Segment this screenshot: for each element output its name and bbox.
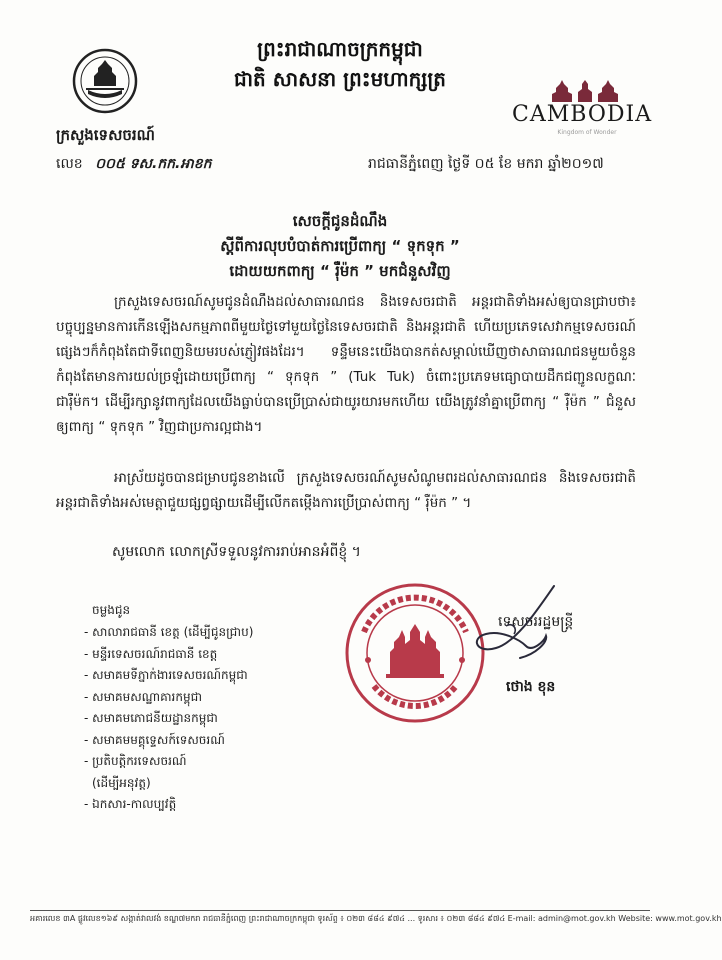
cc-title: ចម្លងជូន	[92, 603, 131, 617]
signer-name: ថោង ខុន	[506, 679, 556, 695]
minister-title: ទេសចររដ្ឋមន្ត្រី	[498, 614, 574, 630]
notice-subject-line1: ស្តីពីការលុបបំបាត់ការប្រើពាក្យ “ ទុកទុក ”	[220, 237, 460, 255]
body-paragraph-1: ក្រសួងទេសចរណ៍សូមជូនដំណឹងដល់សាធារណជន និងទេសចរជាតិ អន្តរជាតិទាំងអស់ឲ្យបានជ្រាបថា៖ បច្ចុប្បន្នមានការកើនឡើងសកម្មភាពពីមួយថ្ងៃទៅមួយថ្ងៃនៃទេសចរជាតិ និងអន្តរជាតិ ហើយប្រភេទសេវាកម្មទេសចរណ៍ផ្សេងៗក៏កំពុងតែជាទីពេញនិយមរបស់ភ្ញៀវផងដែរ។ ទន្ទឹមនេះយើងបានកត់សម្គាល់ឃើញថាសាធារណជនមួយចំនួនកំពុងតែមានការយល់ច្រឡំដោយប្រើពាក្យ “ ទុកទុក ” (Tuk Tuk) ចំពោះប្រភេទមធ្យោបាយដឹកជញ្ជូនលក្ខណៈជារ៉ឺម៉ក។ ដើម្បីរក្សានូវពាក្យដែលយើងធ្លាប់បានប្រើប្រាស់ជាយូរយារមកហើយ យើងត្រូវនាំគ្នាប្រើពាក្យ “ រ៉ឺម៉ក ” ជំនួសឲ្យពាក្យ “ ទុកទុក ” វិញជាប្រការល្អជាង។	[56, 294, 636, 435]
cambodia-brand-logo	[512, 80, 662, 136]
cc-item: - សមាគមសណ្ឋាគារកម្ពុជា	[84, 689, 203, 704]
reference-number	[56, 154, 211, 175]
kingdom-title: ព្រះរាជាណាចក្រកម្ពុជា	[257, 37, 423, 61]
notice-subject-line2: ដោយយកពាក្យ “ រ៉ឺម៉ក ” មកជំនួសវិញ	[229, 262, 451, 280]
closing-line: សូមលោក លោកស្រីទទួលនូវការរាប់អានអំពីខ្ញុំ ។	[112, 544, 361, 560]
body-paragraph-2: អាស្រ័យដូចបានជម្រាបជូនខាងលើ ក្រសួងទេសចរណ៍សូមសំណូមពរដល់សាធារណជន និងទេសចរជាតិ អន្តរជាតិទាំងអស់មេត្តាជួយផ្សព្វផ្សាយដើម្បីលើកតម្កើងការប្រើប្រាស់ពាក្យ “ រ៉ឺម៉ក ” ។	[56, 470, 636, 511]
ministry-name: ក្រសួងទេសចរណ៍	[56, 126, 155, 144]
cc-item: - សមាគមមគ្គុទ្ទេសក៍ទេសចរណ៍	[84, 732, 225, 747]
national-motto: ជាតិ សាសនា ព្រះមហាក្សត្រ	[234, 67, 446, 91]
brand-text: CAMBODIA	[512, 102, 653, 127]
brand-tagline: Kingdom of Wonder	[557, 129, 617, 136]
temple-silhouette-icon	[512, 80, 662, 102]
cc-list	[84, 622, 253, 816]
cc-item: - ប្រតិបត្តិករទេសចរណ៍	[84, 754, 187, 768]
cc-item: - សាលារាជធានី ខេត្ត (ដើម្បីជូនជ្រាប)	[84, 625, 254, 639]
reference-value: ០០៥ ទស.កក.អាខក	[95, 156, 212, 172]
cc-item: - ឯកសារ-កាលប្បវត្តិ	[84, 797, 177, 811]
footer-contact: អគារលេខ ៣A ផ្លូវលេខ១៦៩ សង្កាត់វាលវង់ ខណ្ឌ៧មករា រាជធានីភ្នំពេញ ព្រះរាជាណាចក្រកម្ពុជា ទូរស័ព្ទ ៖ ០២៣ ៨៨៤ ៩៧៤ ... ទូរសារ ៖ ០២៣ ៨៨៤ ៩៧៤ E-mail: admin@mot.gov.kh Website: www.mot.gov.kh	[30, 914, 722, 923]
minister-signature-icon	[436, 582, 576, 674]
footer-divider	[30, 910, 650, 911]
notice-title: សេចក្តីជូនដំណឹង	[292, 212, 388, 230]
letter-date: រាជធានីភ្នំពេញ ថ្ងៃទី ០៥ ខែ មករា ឆ្នាំ២០១៧	[368, 156, 604, 172]
cc-item: - សមាគមភោជនីយដ្ឋានកម្ពុជា	[84, 711, 218, 725]
reference-label: លេខ	[56, 156, 83, 172]
cc-item: (ដើម្បីអនុវត្ត)	[92, 775, 151, 790]
cc-item: - សមាគមទីភ្នាក់ងារទេសចរណ៍កម្ពុជា	[84, 668, 248, 682]
cc-item: - មន្ទីរទេសចរណ៍រាជធានី ខេត្ត	[84, 646, 218, 661]
